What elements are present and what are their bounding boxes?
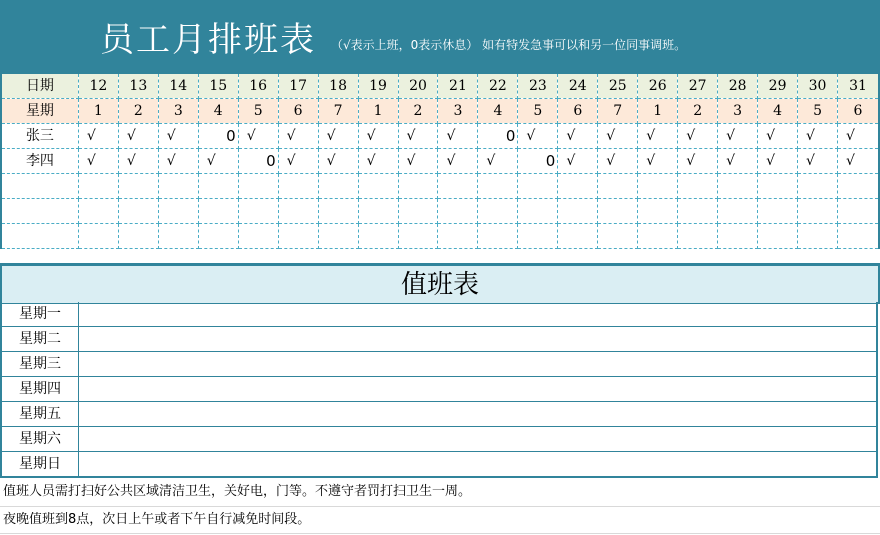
shift-cell[interactable]: √ <box>558 149 598 174</box>
empty-cell[interactable] <box>838 199 880 224</box>
shift-cell[interactable]: 0 <box>238 149 278 174</box>
schedule-grid <box>0 74 880 249</box>
shift-cell[interactable]: √ <box>118 149 158 174</box>
empty-cell[interactable] <box>278 224 318 249</box>
empty-cell[interactable] <box>638 224 678 249</box>
weekday-cell[interactable]: 4 <box>758 99 798 124</box>
shift-cell[interactable]: √ <box>558 124 598 149</box>
weekday-cell[interactable]: 5 <box>518 99 558 124</box>
weekday-cell[interactable]: 2 <box>398 99 438 124</box>
date-cell[interactable]: 30 <box>798 74 838 99</box>
legend-note: （√表示上班，0表示休息） 如有特发急事可以和另一位同事调班。 <box>331 38 687 52</box>
empty-cell[interactable] <box>78 174 118 199</box>
employee-name[interactable]: 李四 <box>1 149 78 174</box>
empty-cell[interactable] <box>678 199 718 224</box>
weekday-label[interactable]: 星期 <box>1 99 78 124</box>
shift-cell[interactable]: 0 <box>198 124 238 149</box>
duty-assignee-cell[interactable] <box>79 352 878 377</box>
note-duty-rules: 值班人员需打扫好公共区域清洁卫生，关好电，门等。不遵守者罚打扫卫生一周。 <box>3 484 472 499</box>
empty-cell[interactable] <box>158 199 198 224</box>
weekday-cell[interactable]: 3 <box>158 99 198 124</box>
empty-cell[interactable] <box>198 199 238 224</box>
empty-cell[interactable] <box>398 224 438 249</box>
weekday-cell[interactable]: 5 <box>238 99 278 124</box>
empty-cell[interactable] <box>158 224 198 249</box>
empty-cell[interactable] <box>1 224 78 249</box>
shift-cell[interactable]: √ <box>438 149 478 174</box>
weekday-cell[interactable]: 1 <box>78 99 118 124</box>
empty-cell[interactable] <box>398 174 438 199</box>
duty-day-label[interactable]: 星期三 <box>1 352 79 377</box>
empty-cell[interactable] <box>478 174 518 199</box>
empty-row <box>1 224 879 249</box>
date-cell[interactable]: 20 <box>398 74 438 99</box>
duty-assignee-cell[interactable] <box>79 377 878 402</box>
shift-cell[interactable]: √ <box>358 124 398 149</box>
duty-table-title: 值班表 <box>0 263 880 304</box>
date-cell[interactable]: 24 <box>558 74 598 99</box>
shift-cell[interactable]: √ <box>518 124 558 149</box>
shift-cell[interactable]: √ <box>398 124 438 149</box>
duty-day-label[interactable]: 星期五 <box>1 402 79 427</box>
shift-cell[interactable]: √ <box>758 149 798 174</box>
empty-cell[interactable] <box>798 174 838 199</box>
empty-cell[interactable] <box>758 199 798 224</box>
shift-cell[interactable]: √ <box>598 149 638 174</box>
empty-cell[interactable] <box>558 174 598 199</box>
duty-assignee-cell[interactable] <box>79 402 878 427</box>
empty-cell[interactable] <box>118 224 158 249</box>
duty-row <box>1 352 877 377</box>
empty-row <box>1 174 879 199</box>
shift-cell[interactable]: √ <box>598 124 638 149</box>
shift-cell[interactable]: 0 <box>478 124 518 149</box>
empty-cell[interactable] <box>758 174 798 199</box>
shift-cell[interactable]: √ <box>718 149 758 174</box>
empty-cell[interactable] <box>718 174 758 199</box>
date-cell[interactable]: 16 <box>238 74 278 99</box>
weekday-cell[interactable]: 6 <box>278 99 318 124</box>
shift-cell[interactable]: √ <box>798 124 838 149</box>
shift-cell[interactable]: √ <box>238 124 278 149</box>
weekday-cell[interactable]: 1 <box>638 99 678 124</box>
shift-cell[interactable]: √ <box>318 124 358 149</box>
weekday-cell[interactable]: 3 <box>718 99 758 124</box>
empty-cell[interactable] <box>78 199 118 224</box>
empty-cell[interactable] <box>798 199 838 224</box>
empty-cell[interactable] <box>1 174 78 199</box>
shift-cell[interactable]: √ <box>718 124 758 149</box>
date-cell[interactable]: 15 <box>198 74 238 99</box>
empty-cell[interactable] <box>438 199 478 224</box>
shift-cell[interactable]: √ <box>318 149 358 174</box>
empty-cell[interactable] <box>1 199 78 224</box>
shift-cell[interactable]: √ <box>158 149 198 174</box>
empty-cell[interactable] <box>158 174 198 199</box>
shift-cell[interactable]: √ <box>78 149 118 174</box>
date-row <box>1 74 879 99</box>
weekday-cell[interactable]: 4 <box>478 99 518 124</box>
empty-cell[interactable] <box>278 199 318 224</box>
shift-cell[interactable]: √ <box>638 149 678 174</box>
page-title: 员工月排班表 <box>100 20 316 60</box>
empty-cell[interactable] <box>598 174 638 199</box>
empty-cell[interactable] <box>238 199 278 224</box>
shift-cell[interactable]: √ <box>158 124 198 149</box>
weekday-cell[interactable]: 4 <box>198 99 238 124</box>
shift-cell[interactable]: √ <box>198 149 238 174</box>
date-cell[interactable]: 14 <box>158 74 198 99</box>
note-night-shift: 夜晚值班到8点，次日上午或者下午自行减免时间段。 <box>3 512 311 527</box>
empty-cell[interactable] <box>518 174 558 199</box>
weekday-cell[interactable]: 1 <box>358 99 398 124</box>
weekday-row <box>1 99 879 124</box>
empty-cell[interactable] <box>678 224 718 249</box>
date-cell[interactable]: 17 <box>278 74 318 99</box>
duty-assignee-cell[interactable] <box>79 452 878 478</box>
duty-day-label[interactable]: 星期四 <box>1 377 79 402</box>
empty-cell[interactable] <box>238 174 278 199</box>
date-cell[interactable]: 25 <box>598 74 638 99</box>
weekday-cell[interactable]: 7 <box>598 99 638 124</box>
shift-cell[interactable]: √ <box>678 149 718 174</box>
weekday-cell[interactable]: 2 <box>118 99 158 124</box>
shift-cell[interactable]: √ <box>358 149 398 174</box>
date-cell[interactable]: 13 <box>118 74 158 99</box>
shift-cell[interactable]: √ <box>798 149 838 174</box>
shift-cell[interactable]: 0 <box>518 149 558 174</box>
duty-row <box>1 402 877 427</box>
empty-cell[interactable] <box>358 174 398 199</box>
empty-cell[interactable] <box>118 174 158 199</box>
employee-row <box>1 149 879 174</box>
empty-cell[interactable] <box>558 199 598 224</box>
duty-row <box>1 302 877 327</box>
empty-row <box>1 199 879 224</box>
empty-cell[interactable] <box>398 199 438 224</box>
weekday-cell[interactable]: 2 <box>678 99 718 124</box>
duty-row <box>1 327 877 352</box>
empty-cell[interactable] <box>838 224 880 249</box>
empty-cell[interactable] <box>758 224 798 249</box>
weekday-cell[interactable]: 5 <box>798 99 838 124</box>
empty-cell[interactable] <box>638 174 678 199</box>
empty-cell[interactable] <box>438 224 478 249</box>
empty-cell[interactable] <box>318 199 358 224</box>
empty-cell[interactable] <box>278 174 318 199</box>
empty-cell[interactable] <box>118 199 158 224</box>
shift-cell[interactable]: √ <box>478 149 518 174</box>
empty-cell[interactable] <box>598 199 638 224</box>
empty-cell[interactable] <box>198 224 238 249</box>
empty-cell[interactable] <box>598 224 638 249</box>
divider-line <box>0 533 880 534</box>
shift-cell[interactable]: √ <box>838 124 880 149</box>
weekday-cell[interactable]: 6 <box>558 99 598 124</box>
date-cell[interactable]: 21 <box>438 74 478 99</box>
date-cell[interactable]: 19 <box>358 74 398 99</box>
duty-row <box>1 452 877 478</box>
date-cell[interactable]: 26 <box>638 74 678 99</box>
empty-cell[interactable] <box>798 224 838 249</box>
date-cell[interactable]: 22 <box>478 74 518 99</box>
duty-day-label[interactable]: 星期六 <box>1 427 79 452</box>
duty-row <box>1 427 877 452</box>
empty-cell[interactable] <box>318 174 358 199</box>
empty-cell[interactable] <box>78 224 118 249</box>
date-cell[interactable]: 28 <box>718 74 758 99</box>
empty-cell[interactable] <box>238 224 278 249</box>
shift-cell[interactable]: √ <box>638 124 678 149</box>
weekday-cell[interactable]: 7 <box>318 99 358 124</box>
empty-cell[interactable] <box>478 199 518 224</box>
duty-assignee-cell[interactable] <box>79 327 878 352</box>
shift-cell[interactable]: √ <box>758 124 798 149</box>
duty-day-label[interactable]: 星期二 <box>1 327 79 352</box>
shift-cell[interactable]: √ <box>678 124 718 149</box>
divider-line <box>0 506 880 507</box>
empty-cell[interactable] <box>478 224 518 249</box>
date-cell[interactable]: 31 <box>838 74 880 99</box>
shift-cell[interactable]: √ <box>278 149 318 174</box>
date-cell[interactable]: 12 <box>78 74 118 99</box>
empty-cell[interactable] <box>638 199 678 224</box>
weekday-cell[interactable]: 3 <box>438 99 478 124</box>
empty-cell[interactable] <box>358 199 398 224</box>
employee-row <box>1 124 879 149</box>
duty-table <box>0 302 878 478</box>
weekday-cell[interactable]: 6 <box>838 99 880 124</box>
empty-cell[interactable] <box>718 224 758 249</box>
empty-cell[interactable] <box>678 174 718 199</box>
empty-cell[interactable] <box>518 224 558 249</box>
duty-assignee-cell[interactable] <box>79 427 878 452</box>
date-cell[interactable]: 23 <box>518 74 558 99</box>
duty-row <box>1 377 877 402</box>
empty-cell[interactable] <box>438 174 478 199</box>
date-cell[interactable]: 18 <box>318 74 358 99</box>
date-cell[interactable]: 27 <box>678 74 718 99</box>
shift-cell[interactable]: √ <box>438 124 478 149</box>
duty-assignee-cell[interactable] <box>79 302 878 327</box>
duty-day-label[interactable]: 星期日 <box>1 452 79 478</box>
shift-cell[interactable]: √ <box>118 124 158 149</box>
empty-cell[interactable] <box>518 199 558 224</box>
empty-cell[interactable] <box>838 174 880 199</box>
shift-cell[interactable]: √ <box>838 149 880 174</box>
employee-name[interactable]: 张三 <box>1 124 78 149</box>
date-cell[interactable]: 29 <box>758 74 798 99</box>
shift-cell[interactable]: √ <box>78 124 118 149</box>
date-label[interactable]: 日期 <box>1 74 78 99</box>
empty-cell[interactable] <box>558 224 598 249</box>
empty-cell[interactable] <box>318 224 358 249</box>
empty-cell[interactable] <box>198 174 238 199</box>
empty-cell[interactable] <box>358 224 398 249</box>
empty-cell[interactable] <box>718 199 758 224</box>
shift-cell[interactable]: √ <box>398 149 438 174</box>
duty-day-label[interactable]: 星期一 <box>1 302 79 327</box>
shift-cell[interactable]: √ <box>278 124 318 149</box>
